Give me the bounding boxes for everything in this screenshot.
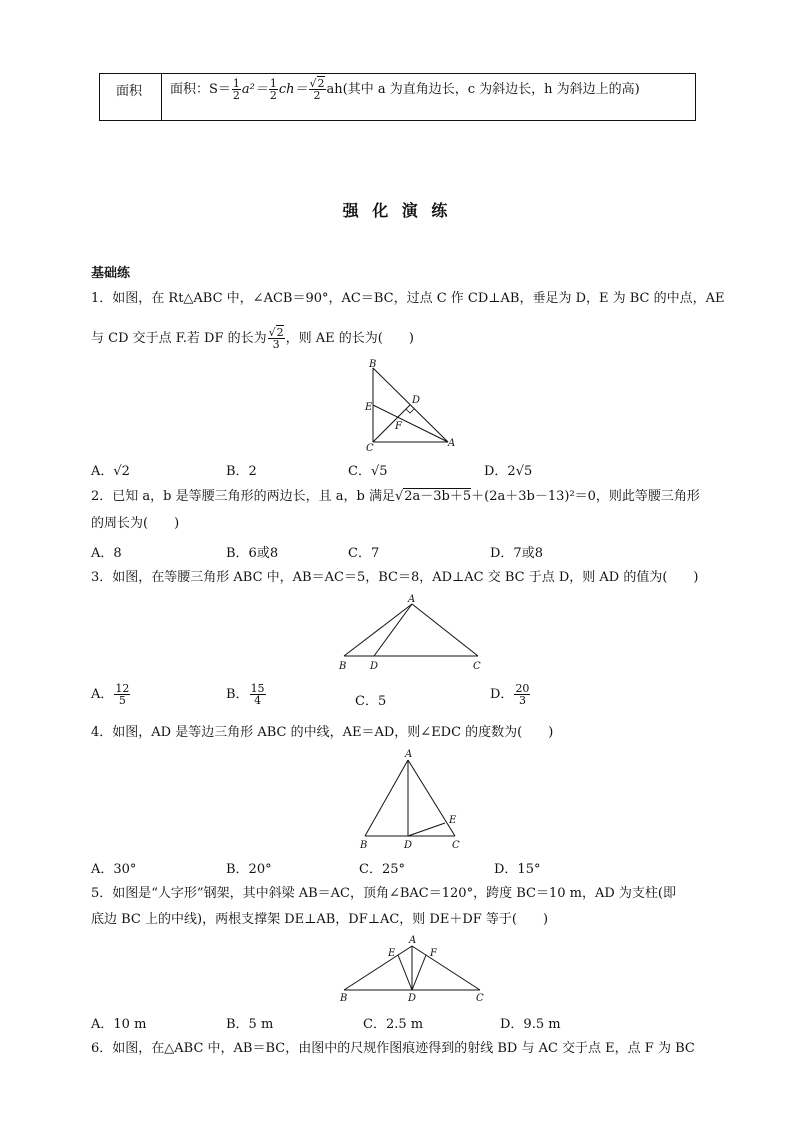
q1-option-a[interactable]: A．√2: [91, 464, 130, 479]
table-label-cell: [100, 74, 162, 120]
q3-option-a[interactable]: A． $\frac{12}{5}$: [91, 682, 130, 707]
q1-line2: [91, 327, 414, 350]
q1-line2b: ，则 AE 的长为( ): [285, 331, 414, 346]
frac-half-2: $\frac{1}{2}$: [269, 77, 277, 102]
q3-label-b: B: [339, 661, 347, 672]
q3-line1: 3．如图，在等腰三角形 ABC 中，AB＝AC＝5，BC＝8，AD⊥AC 交 BC 于点 D，则 AD 的值为( ): [91, 570, 699, 585]
q2-option-c[interactable]: C．7: [348, 546, 380, 561]
q4-label-a: A: [405, 749, 413, 760]
q5-label-d: D: [408, 993, 417, 1004]
q5-label-a: A: [409, 935, 417, 946]
q4-option-c[interactable]: C．25°: [359, 862, 405, 877]
table-label: 面积: [116, 84, 143, 99]
q1-line1: 1．如图，在 Rt△ABC 中，∠ACB＝90°，AC＝BC，过点 C 作 CD⊥AB，垂足为 D，E 为 BC 的中点，AE: [91, 291, 725, 306]
q1-line2a: 与 CD 交于点 F.若 DF 的长为: [91, 331, 267, 346]
q3-option-d[interactable]: D． $\frac{20}{3}$: [490, 682, 530, 707]
frac-half-1: $\frac{1}{2}$: [232, 77, 240, 102]
q5-line2: 底边 BC 上的中线)，两根支撑架 DE⊥AB，DF⊥AC，则 DE＋DF 等于( ): [91, 912, 549, 927]
q2-line2: 的周长为( ): [91, 516, 180, 531]
q5-option-a[interactable]: A．10 m: [91, 1017, 147, 1032]
frac-sqrt2-over-2: $\frac{√2}{2}$: [309, 77, 325, 102]
q3-label-a: A: [408, 594, 416, 605]
q1-label-f: F: [395, 421, 402, 432]
q4-label-e: E: [449, 815, 457, 826]
q1-option-b[interactable]: B．2: [226, 464, 257, 479]
q1-option-c[interactable]: C．√5: [348, 464, 388, 479]
q3-option-b[interactable]: B． $\frac{15}{4}$: [226, 682, 265, 707]
q5-line1: 5．如图是“人字形”钢架，其中斜梁 AB＝AC，顶角∠BAC＝120°，跨度 BC＝10 m，AD 为支柱(即: [91, 886, 676, 901]
q2-option-b[interactable]: B．6或8: [226, 546, 279, 561]
q5-option-c[interactable]: C．2.5 m: [363, 1017, 424, 1032]
q4-option-d[interactable]: D．15°: [494, 862, 541, 877]
q2-line1b: ＋(2a＋3b－13)²＝0，则此等腰三角形: [471, 489, 700, 504]
q4-label-b: B: [360, 840, 368, 850]
q3-option-c[interactable]: C．5: [355, 694, 387, 709]
q1-fraction: $\frac{√2}{3}$: [268, 326, 284, 351]
q5-figure: [336, 932, 496, 1008]
q1-label-a: A: [448, 438, 456, 449]
q6-line1: 6．如图，在△ABC 中，AB＝BC，由图中的尺规作图痕迹得到的射线 BD 与 AC 交于点 E，点 F 为 BC: [91, 1041, 695, 1056]
q4-line1: 4．如图，AD 是等边三角形 ABC 的中线，AE＝AD，则∠EDC 的度数为( ): [91, 725, 554, 740]
q5-option-d[interactable]: D．9.5 m: [500, 1017, 561, 1032]
q4-label-d: D: [404, 840, 413, 850]
q1-label-b: B: [369, 359, 377, 370]
q2-option-a[interactable]: A．8: [91, 546, 122, 561]
q2-line1: 2．已知 a，b 是等腰三角形的两边长，且 a，b 满足√2a－3b＋5＋(2a＋3b－13)²＝0，则此等腰三角形: [91, 489, 700, 504]
q4-option-a[interactable]: A．30°: [91, 862, 137, 877]
q5-label-c: C: [476, 993, 484, 1004]
formula-ch: ch＝: [278, 82, 308, 97]
q1-option-d[interactable]: D．2√5: [484, 464, 533, 479]
q5-option-b[interactable]: B．5 m: [226, 1017, 274, 1032]
q2-line1a: 2．已知 a，b 是等腰三角形的两边长，且 a，b 满足: [91, 489, 395, 504]
q1-label-d: D: [412, 395, 421, 406]
q4-label-c: C: [452, 840, 460, 850]
q5-label-f: F: [430, 948, 437, 959]
q3-figure: [336, 590, 496, 678]
q5-label-b: B: [340, 993, 348, 1004]
q2-radicand: 2a－3b＋5: [404, 489, 472, 504]
formula-table: [99, 73, 696, 121]
subsection-title: 基础练: [91, 266, 131, 281]
q3-label-d: D: [370, 661, 379, 672]
q4-option-b[interactable]: B．20°: [226, 862, 272, 877]
q4-figure: [356, 746, 466, 854]
q1-figure: [360, 358, 470, 458]
area-formula: [170, 78, 640, 101]
formula-prefix: 面积：S＝: [170, 82, 231, 97]
q1-label-c: C: [366, 443, 374, 454]
q2-option-d[interactable]: D．7或8: [490, 546, 543, 561]
q1-label-e: E: [365, 402, 373, 413]
section-title: 强 化 演 练: [342, 201, 452, 220]
formula-a-sq: a²＝: [241, 82, 268, 97]
q5-label-e: E: [388, 948, 396, 959]
formula-note: ah(其中 a 为直角边长，c 为斜边长，h 为斜边上的高): [326, 82, 640, 97]
q3-label-c: C: [473, 661, 481, 672]
